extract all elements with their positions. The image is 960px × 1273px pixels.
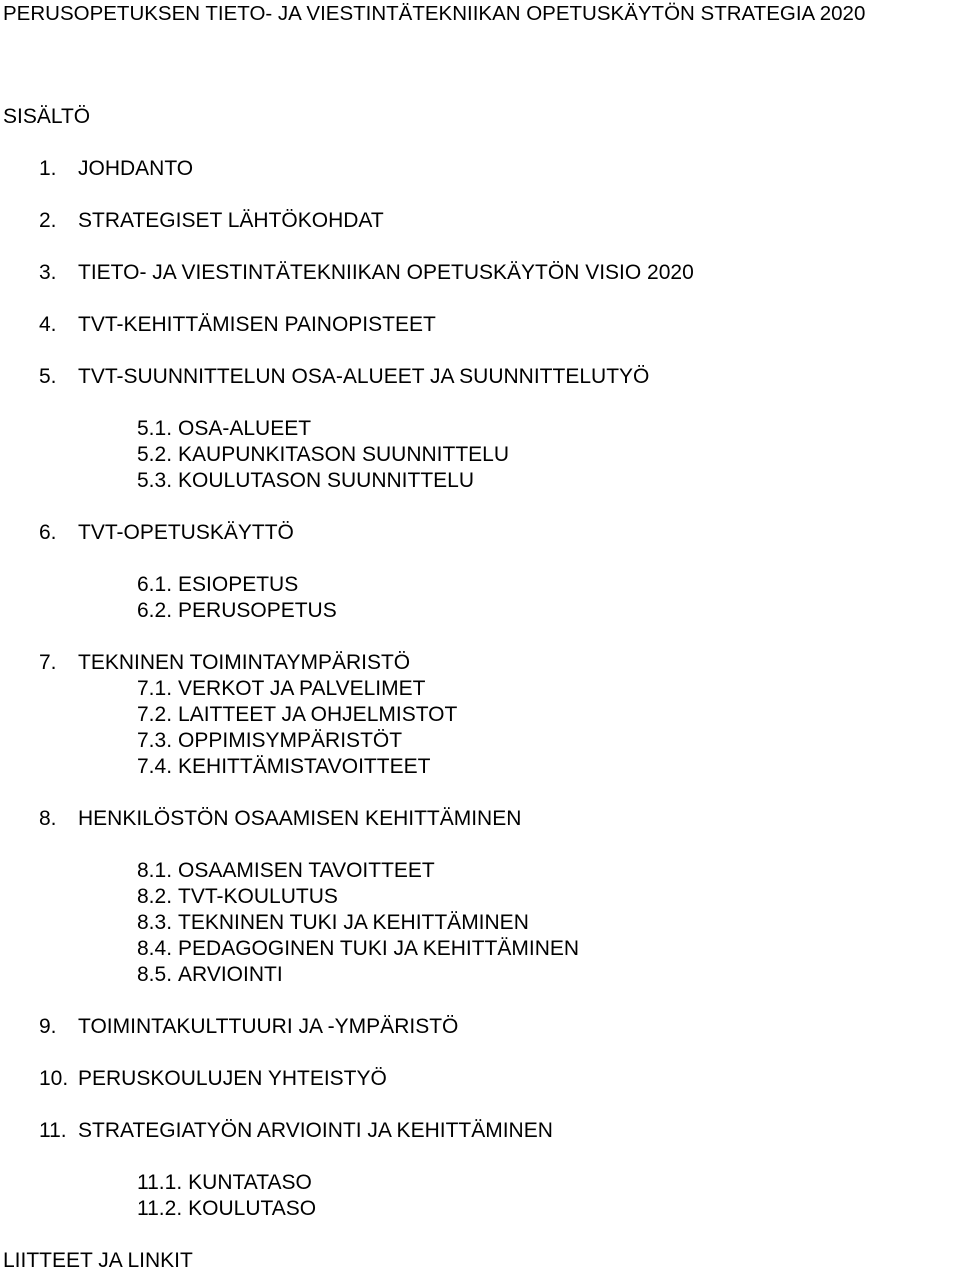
toc-subitem-5-2 bbox=[137, 443, 509, 467]
toc-subitem-7-3 bbox=[137, 729, 402, 753]
toc-item-title: KAUPUNKITASON SUUNNITTELU bbox=[178, 443, 510, 466]
toc-item-title: KOULUTASON SUUNNITTELU bbox=[178, 469, 475, 492]
toc-item-title: TVT-OPETUSKÄYTTÖ bbox=[78, 521, 294, 544]
toc-subitem-6-1 bbox=[137, 573, 298, 597]
toc-item-title: TEKNINEN TOIMINTAYMPÄRISTÖ bbox=[78, 651, 411, 674]
toc-item-8 bbox=[39, 807, 521, 831]
toc-subitem-7-1 bbox=[137, 677, 425, 701]
toc-item-number: 7. bbox=[39, 651, 57, 674]
appendix-heading: LIITTEET JA LINKIT bbox=[3, 1249, 193, 1272]
toc-item-number: 8.5. bbox=[137, 963, 173, 986]
toc-item-number: 7.4. bbox=[137, 755, 173, 778]
toc-item-10 bbox=[39, 1067, 387, 1091]
toc-item-number: 7.2. bbox=[137, 703, 173, 726]
toc-item-3 bbox=[39, 261, 694, 285]
document-title: PERUSOPETUKSEN TIETO- JA VIESTINTÄTEKNIIKAN OPETUSKÄYTÖN STRATEGIA 2020 bbox=[3, 2, 866, 25]
toc-item-number: 2. bbox=[39, 209, 57, 232]
toc-subitem-5-3 bbox=[137, 469, 474, 493]
toc-subitem-8-2 bbox=[137, 885, 338, 909]
toc-item-number: 5.2. bbox=[137, 443, 173, 466]
toc-item-number: 6.2. bbox=[137, 599, 173, 622]
toc-item-title: STRATEGIATYÖN ARVIOINTI JA KEHITTÄMINEN bbox=[78, 1119, 553, 1142]
toc-subitem-5-1 bbox=[137, 417, 311, 441]
toc-subitem-6-2 bbox=[137, 599, 337, 623]
toc-item-title: TVT-KOULUTUS bbox=[178, 885, 338, 908]
toc-item-number: 6.1. bbox=[137, 573, 173, 596]
toc-item-title: VERKOT JA PALVELIMET bbox=[178, 677, 426, 700]
toc-item-9 bbox=[39, 1015, 458, 1039]
toc-subitem-11-2 bbox=[137, 1197, 316, 1221]
toc-item-title: KOULUTASO bbox=[188, 1197, 317, 1220]
toc-item-number: 5. bbox=[39, 365, 57, 388]
toc-item-number: 3. bbox=[39, 261, 57, 284]
toc-item-number: 8.4. bbox=[137, 937, 173, 960]
toc-item-number: 8. bbox=[39, 807, 57, 830]
toc-item-5 bbox=[39, 365, 649, 389]
toc-item-number: 4. bbox=[39, 313, 57, 336]
toc-item-number: 8.3. bbox=[137, 911, 173, 934]
toc-item-title: TVT-SUUNNITTELUN OSA-ALUEET JA SUUNNITTELUTYÖ bbox=[78, 365, 650, 388]
toc-item-title: PERUSKOULUJEN YHTEISTYÖ bbox=[78, 1067, 387, 1090]
toc-item-title: OSAAMISEN TAVOITTEET bbox=[178, 859, 435, 882]
contents-heading: SISÄLTÖ bbox=[3, 105, 91, 128]
toc-item-number: 7.3. bbox=[137, 729, 173, 752]
toc-item-11 bbox=[39, 1119, 553, 1143]
toc-item-title: PERUSOPETUS bbox=[178, 599, 337, 622]
toc-item-title: LAITTEET JA OHJELMISTOT bbox=[178, 703, 458, 726]
toc-subitem-8-5 bbox=[137, 963, 283, 987]
toc-subitem-7-2 bbox=[137, 703, 457, 727]
toc-item-7 bbox=[39, 651, 410, 675]
toc-item-title: KUNTATASO bbox=[188, 1171, 312, 1194]
toc-item-6 bbox=[39, 521, 294, 545]
toc-subitem-7-4 bbox=[137, 755, 430, 779]
toc-subitem-8-3 bbox=[137, 911, 529, 935]
toc-item-title: PEDAGOGINEN TUKI JA KEHITTÄMINEN bbox=[178, 937, 580, 960]
toc-item-number: 10. bbox=[39, 1067, 69, 1090]
toc-item-number: 8.2. bbox=[137, 885, 173, 908]
toc-item-title: KEHITTÄMISTAVOITTEET bbox=[178, 755, 431, 778]
toc-item-title: STRATEGISET LÄHTÖKOHDAT bbox=[78, 209, 384, 232]
toc-item-title: OSA-ALUEET bbox=[178, 417, 312, 440]
toc-item-number: 9. bbox=[39, 1015, 57, 1038]
toc-subitem-8-4 bbox=[137, 937, 579, 961]
toc-item-number: 11. bbox=[39, 1119, 67, 1142]
toc-item-title: TIETO- JA VIESTINTÄTEKNIIKAN OPETUSKÄYTÖN VISIO 2020 bbox=[78, 261, 694, 284]
toc-item-number: 5.3. bbox=[137, 469, 173, 492]
toc-item-title: TVT-KEHITTÄMISEN PAINOPISTEET bbox=[78, 313, 436, 336]
toc-item-number: 1. bbox=[39, 157, 57, 180]
toc-item-number: 11.1. bbox=[137, 1171, 183, 1194]
toc-item-number: 8.1. bbox=[137, 859, 173, 882]
toc-item-title: HENKILÖSTÖN OSAAMISEN KEHITTÄMINEN bbox=[78, 807, 522, 830]
toc-item-number: 6. bbox=[39, 521, 57, 544]
toc-item-title: ARVIOINTI bbox=[178, 963, 283, 986]
toc-item-number: 7.1. bbox=[137, 677, 173, 700]
toc-item-title: JOHDANTO bbox=[78, 157, 194, 180]
toc-subitem-8-1 bbox=[137, 859, 435, 883]
toc-item-4 bbox=[39, 313, 436, 337]
toc-item-title: OPPIMISYMPÄRISTÖT bbox=[178, 729, 403, 752]
toc-item-number: 5.1. bbox=[137, 417, 173, 440]
toc-subitem-11-1 bbox=[137, 1171, 312, 1195]
toc-item-title: TEKNINEN TUKI JA KEHITTÄMINEN bbox=[178, 911, 529, 934]
toc-item-1 bbox=[39, 157, 193, 181]
toc-item-number: 11.2. bbox=[137, 1197, 183, 1220]
toc-item-title: TOIMINTAKULTTUURI JA -YMPÄRISTÖ bbox=[78, 1015, 459, 1038]
toc-item-2 bbox=[39, 209, 384, 233]
toc-item-title: ESIOPETUS bbox=[178, 573, 299, 596]
